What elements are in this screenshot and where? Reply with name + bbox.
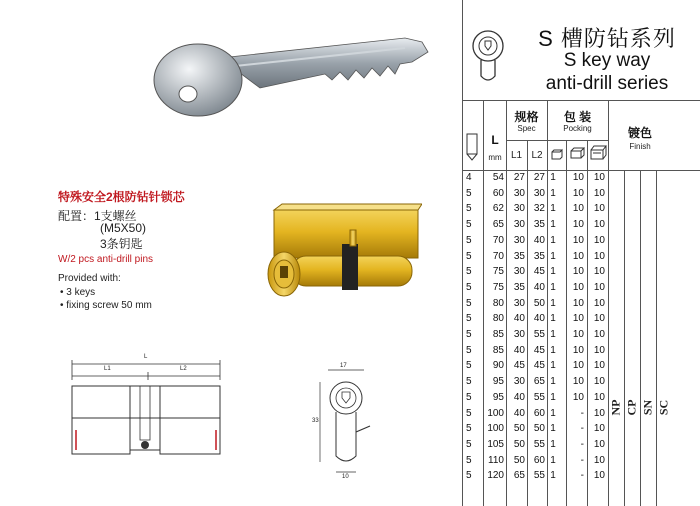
cell-size-code: 5 [466, 266, 472, 278]
product-title-cn: 特殊安全2根防钻针锁芯 [58, 190, 185, 204]
cell-l2: 45 [533, 344, 545, 356]
technical-drawing-side [60, 350, 230, 470]
packing-header-en: Pocking [563, 124, 592, 133]
carton-icon [589, 145, 607, 166]
cell-l2: 55 [533, 438, 545, 450]
cell-size-code: 5 [466, 329, 472, 340]
cell-l-mm: 85 [492, 344, 504, 356]
cell-pack-inner: 10 [572, 391, 584, 403]
cell-l1: 30 [513, 219, 525, 231]
cell-pack-inner: 10 [572, 329, 584, 340]
cell-pack-carton: 10 [593, 329, 605, 340]
cell-pack-inner: - [580, 423, 584, 435]
cell-pack-inner: 10 [572, 297, 584, 309]
cell-l2: 45 [533, 360, 545, 372]
cell-pack-inner: 10 [572, 234, 584, 246]
cell-pack-inner: 10 [572, 266, 584, 278]
cell-size-code: 5 [466, 203, 472, 215]
cell-pack-inner: - [580, 454, 584, 466]
cell-l2: 40 [533, 281, 545, 293]
cell-size-code: 5 [466, 297, 472, 309]
config-line-3: 3条钥匙 [100, 237, 143, 251]
cell-pack-single: 1 [550, 391, 556, 403]
cell-pack-carton: 10 [593, 423, 605, 435]
cell-pack-carton: 10 [593, 297, 605, 309]
cell-l2: 35 [533, 250, 545, 262]
cell-size-code: 5 [466, 391, 472, 403]
cell-pack-single: 1 [550, 266, 556, 278]
l-label: L [491, 133, 499, 147]
cell-pack-single: 1 [550, 297, 556, 309]
cell-pack-single: 1 [550, 376, 556, 388]
cell-l-mm: 120 [487, 470, 504, 482]
cell-l-mm: 110 [488, 454, 504, 466]
cell-l-mm: 95 [492, 376, 504, 388]
cell-l-mm: 80 [492, 297, 504, 309]
config-line-1: 配置：1支螺丝 [58, 209, 137, 223]
cell-l1: 30 [513, 329, 525, 340]
cell-l2: 45 [533, 266, 545, 278]
cylinder-icon [468, 10, 508, 90]
cell-pack-carton: 10 [593, 360, 605, 372]
cell-pack-carton: 10 [593, 172, 605, 183]
cell-l2: 50 [533, 297, 545, 309]
cell-pack-carton: 10 [593, 203, 605, 215]
cell-pack-inner: 10 [572, 313, 584, 325]
cell-l2: 30 [533, 187, 545, 199]
finish-header-en: Finish [629, 142, 651, 151]
cell-l2: 55 [533, 391, 545, 403]
cell-size-code: 5 [466, 376, 472, 388]
cell-size-code: 5 [466, 313, 472, 325]
cell-pack-carton: 10 [593, 313, 605, 325]
cell-pack-single: 1 [550, 172, 556, 183]
cell-size-code: 5 [466, 360, 472, 372]
cell-pack-carton: 10 [593, 407, 605, 419]
cell-pack-single: 1 [550, 329, 556, 340]
cell-l2: 55 [533, 470, 545, 482]
cell-pack-carton: 10 [593, 250, 605, 262]
cell-l-mm: 95 [492, 391, 504, 403]
cell-size-code: 5 [466, 234, 472, 246]
cell-pack-carton: 10 [593, 376, 605, 388]
cell-pack-single: 1 [550, 250, 556, 262]
mm-label: mm [488, 153, 502, 162]
cell-l1: 35 [513, 250, 525, 262]
cell-l1: 50 [513, 423, 525, 435]
cell-pack-inner: 10 [572, 376, 584, 388]
cell-pack-inner: 10 [572, 250, 584, 262]
cell-pack-single: 1 [550, 407, 556, 419]
cell-l-mm: 100 [487, 407, 504, 419]
cell-size-code: 5 [466, 407, 472, 419]
cell-l1: 40 [513, 391, 525, 403]
cell-l1: 30 [513, 203, 525, 215]
cell-pack-inner: - [580, 470, 584, 482]
cell-pack-single: 1 [550, 470, 556, 482]
cell-l-mm: 75 [492, 281, 504, 293]
cell-pack-carton: 10 [593, 438, 605, 450]
provided-item-screw: • fixing screw 50 mm [60, 300, 152, 311]
provided-item-keys: • 3 keys [60, 287, 96, 298]
cylinder-image [262, 200, 422, 310]
cell-pack-single: 1 [550, 234, 556, 246]
cell-l1: 30 [513, 187, 525, 199]
dim-l2-label: L2 [180, 366, 187, 372]
cell-l1: 50 [513, 454, 525, 466]
key-image [150, 18, 440, 118]
cell-pack-single: 1 [550, 423, 556, 435]
series-title-en-2: anti-drill series [545, 73, 669, 94]
l1-label: L1 [510, 150, 523, 161]
l2-label: L2 [531, 150, 543, 161]
config-line-2: (M5X50) [100, 221, 147, 235]
cell-pack-single: 1 [550, 203, 556, 215]
cell-l-mm: 60 [492, 187, 504, 199]
cell-l1: 50 [513, 438, 525, 450]
cell-pack-carton: 10 [593, 266, 605, 278]
cell-l2: 60 [533, 454, 545, 466]
series-header [464, 0, 700, 100]
cell-l-mm: 90 [492, 360, 504, 372]
inner-box-icon [569, 146, 585, 165]
cell-pack-single: 1 [550, 219, 556, 231]
cell-pack-carton: 10 [593, 391, 605, 403]
cell-pack-single: 1 [550, 187, 556, 199]
cell-pack-single: 1 [550, 360, 556, 372]
dim-17-label: 17 [340, 363, 347, 369]
finish-header-cn: 镀色 [627, 126, 652, 140]
cell-l-mm: 75 [492, 266, 504, 278]
cell-pack-inner: 10 [572, 203, 584, 215]
cell-l2: 35 [533, 219, 545, 231]
cell-pack-inner: - [580, 407, 584, 419]
cell-pack-carton: 10 [593, 470, 605, 482]
single-box-icon [549, 147, 565, 166]
cell-l1: 65 [513, 470, 525, 482]
cell-pack-single: 1 [550, 438, 556, 450]
cell-l1: 40 [513, 344, 525, 356]
cell-pack-carton: 10 [593, 219, 605, 231]
cell-size-code: 4 [466, 172, 472, 183]
anti-drill-text: W/2 pcs anti-drill pins [58, 254, 154, 265]
cell-l-mm: 70 [492, 234, 504, 246]
packing-header-cn: 包 装 [563, 110, 592, 124]
finish-sn: SN [640, 399, 655, 416]
cell-l1: 40 [513, 407, 525, 419]
provided-with-label: Provided with: [58, 273, 121, 284]
cell-l-mm: 80 [492, 313, 504, 325]
cell-l2: 40 [533, 313, 545, 325]
rivet-icon [465, 132, 479, 162]
cell-l2: 65 [533, 376, 545, 388]
cell-l2: 32 [533, 203, 545, 215]
cell-l1: 30 [513, 297, 525, 309]
cell-size-code: 5 [466, 281, 472, 293]
dim-l1-label: L1 [104, 366, 111, 372]
technical-drawing-front [310, 362, 380, 482]
cell-pack-inner: 10 [572, 344, 584, 356]
cell-l-mm: 70 [492, 250, 504, 262]
dim-10-label: 10 [342, 474, 349, 480]
cell-pack-single: 1 [550, 281, 556, 293]
cell-l2: 60 [533, 407, 545, 419]
cell-l2: 55 [533, 329, 545, 340]
cell-l-mm: 85 [492, 329, 504, 340]
cell-pack-inner: 10 [572, 360, 584, 372]
cell-size-code: 5 [466, 470, 472, 482]
cell-l1: 27 [513, 172, 525, 183]
cell-size-code: 5 [466, 454, 472, 466]
cell-l-mm: 100 [487, 423, 504, 435]
dim-l-label: L [144, 354, 148, 360]
cell-pack-carton: 10 [593, 281, 605, 293]
cell-l2: 40 [533, 234, 545, 246]
cell-size-code: 5 [466, 344, 472, 356]
cell-pack-single: 1 [550, 313, 556, 325]
cell-pack-carton: 10 [593, 187, 605, 199]
cell-size-code: 5 [466, 187, 472, 199]
cell-l-mm: 65 [492, 219, 504, 231]
series-title-en-1: S key way [563, 50, 651, 71]
cell-l2: 27 [533, 172, 545, 183]
dim-33-label: 33 [312, 418, 319, 424]
cell-pack-inner: 10 [572, 281, 584, 293]
cell-l-mm: 54 [492, 172, 504, 183]
cell-l-mm: 62 [492, 203, 504, 215]
cell-l-mm: 105 [487, 438, 504, 450]
finish-cp: CP [624, 399, 639, 416]
cell-pack-carton: 10 [593, 454, 605, 466]
cell-l1: 35 [513, 281, 525, 293]
spec-header-cn: 规格 [514, 110, 539, 124]
spec-header-en: Spec [517, 124, 536, 133]
cell-size-code: 5 [466, 423, 472, 435]
cell-l1: 30 [513, 266, 525, 278]
cell-pack-carton: 10 [593, 234, 605, 246]
cell-pack-inner: 10 [572, 172, 584, 183]
cell-l1: 30 [513, 234, 525, 246]
cell-pack-carton: 10 [593, 344, 605, 356]
cell-l1: 45 [513, 360, 525, 372]
cell-size-code: 5 [466, 219, 472, 231]
cell-pack-single: 1 [550, 344, 556, 356]
finish-np: NP [608, 399, 623, 416]
series-title-cn: S 槽防钻系列 [538, 26, 676, 51]
finish-sc: SC [656, 399, 671, 416]
cell-pack-single: 1 [550, 454, 556, 466]
cell-size-code: 5 [466, 250, 472, 262]
cell-l1: 30 [513, 376, 525, 388]
cell-size-code: 5 [466, 438, 472, 450]
cell-l1: 40 [513, 313, 525, 325]
cell-pack-inner: 10 [572, 187, 584, 199]
cell-pack-inner: - [580, 438, 584, 450]
cell-pack-inner: 10 [572, 219, 584, 231]
cell-l2: 50 [533, 423, 545, 435]
